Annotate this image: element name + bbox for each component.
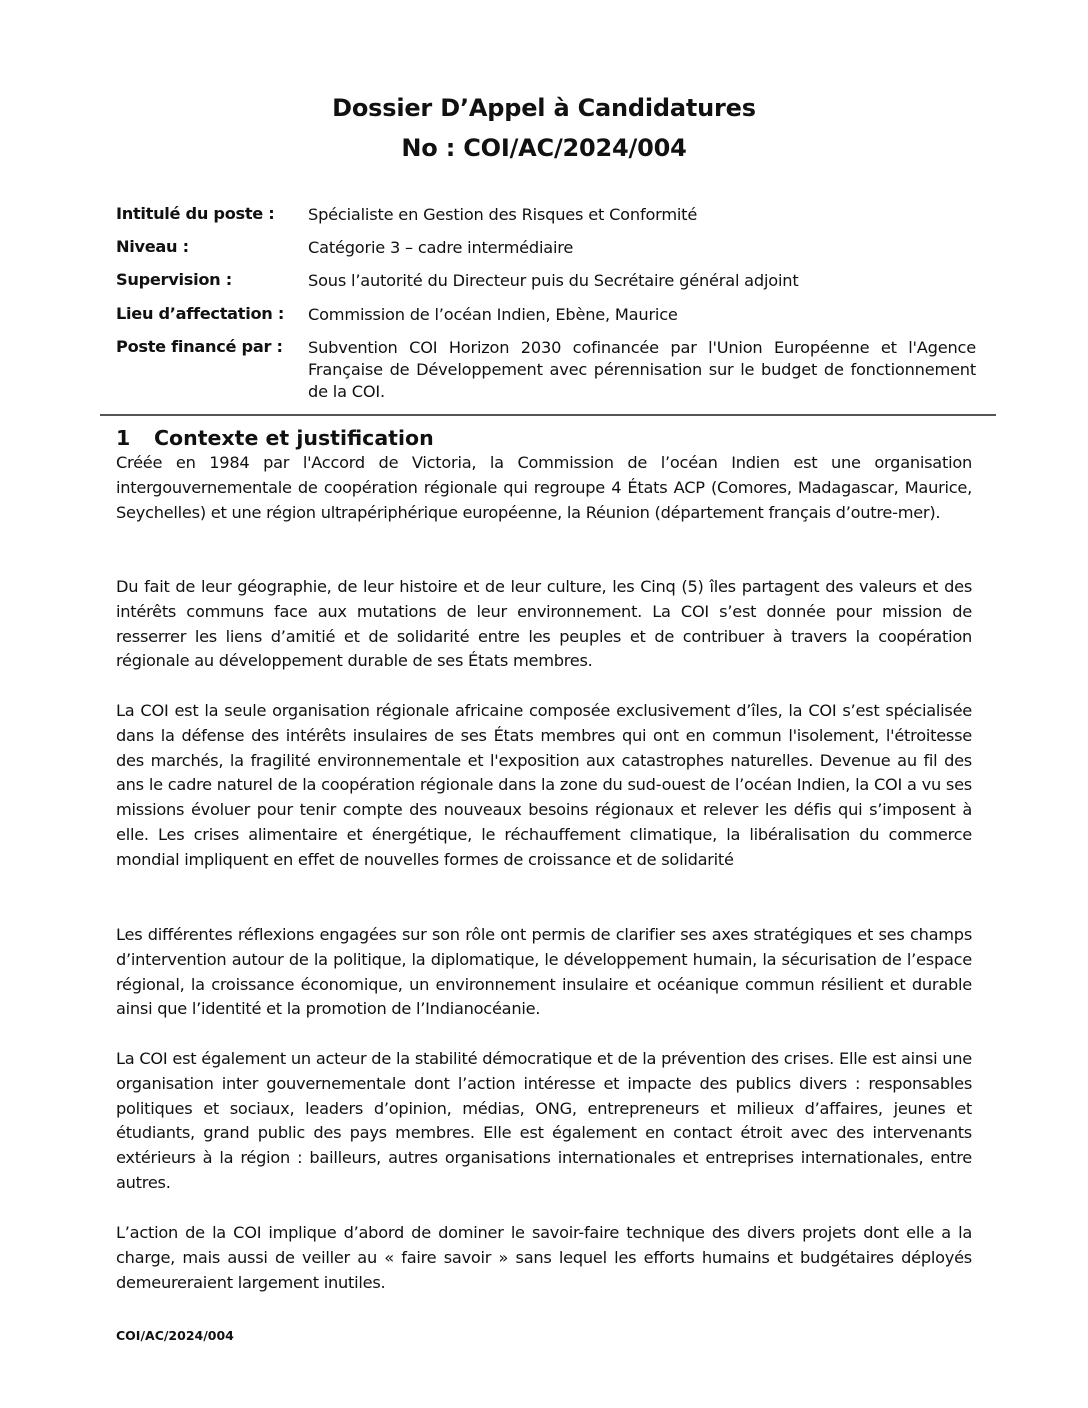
info-label: Lieu d’affectation : bbox=[116, 304, 285, 323]
info-value: Catégorie 3 – cadre intermédiaire bbox=[308, 238, 574, 257]
paragraph: Du fait de leur géographie, de leur histoire et de leur culture, les Cinq (5) îles partagent des valeurs et des intérêts communs face aux mutations de leur environnement. La COI s’est donnée pour mission de resserrer les liens d’amitié et de solidarité entre les peuples et de contribuer à travers la coopération régionale au développement durable de ses États membres. bbox=[116, 577, 972, 671]
section-title: Contexte et justification bbox=[154, 426, 434, 450]
paragraph: Créée en 1984 par l'Accord de Victoria, la Commission de l’océan Indien est une organisation intergouvernementale de coopération régionale qui regroupe 4 États ACP (Comores, Madagascar, Maurice, Seychelles) et une région ultrapériphérique européenne, la Réunion (département français d’outre-mer). bbox=[116, 453, 972, 522]
paragraph: L’action de la COI implique d’abord de dominer le savoir-faire technique des divers projets dont elle a la charge, mais aussi de veiller au « faire savoir » sans lequel les efforts humains et budgétaires déployés demeureraient largement inutiles. bbox=[116, 1223, 972, 1292]
info-row-job-title bbox=[116, 204, 976, 226]
info-label: Supervision : bbox=[116, 270, 232, 289]
paragraph: La COI est également un acteur de la stabilité démocratique et de la prévention des crises. Elle est ainsi une organisation inter gouvernementale dont l’action intéresse et impacte des publics divers : responsables politiques et sociaux, leaders d’opinion, médias, ONG, entrepreneurs et milieux d’affaires, jeunes et étudiants, grand public des pays membres. Elle est également en contact étroit avec des intervenants extérieurs à la région : bailleurs, autres organisations internationales et entreprises internationales, entre autres. bbox=[116, 1049, 972, 1192]
paragraph: La COI est la seule organisation régionale africaine composée exclusivement d’îles, la COI s’est spécialisée dans la défense des intérêts insulaires de ses États membres qui ont en commun l'isolement, l'étroitesse des marchés, la fragilité environnementale et l'exposition aux catastrophes naturelles. Devenue au fil des ans le cadre naturel de la coopération régionale dans la zone du sud-ouest de l’océan Indien, la COI a vu ses missions évoluer pour tenir compte des nouveaux besoins régionaux et relever les défis qui s’imposent à elle. Les crises alimentaire et énergétique, le réchauffement climatique, la libéralisation du commerce mondial impliquent en effet de nouvelles formes de croissance et de solidarité bbox=[116, 701, 972, 869]
footer-reference: COI/AC/2024/004 bbox=[116, 1328, 234, 1343]
info-row-location bbox=[116, 304, 976, 326]
section-heading bbox=[116, 426, 434, 450]
info-value: Spécialiste en Gestion des Risques et Conformité bbox=[308, 205, 698, 224]
info-value: Commission de l’océan Indien, Ebène, Maurice bbox=[308, 305, 678, 324]
info-value: Subvention COI Horizon 2030 cofinancée par l'Union Européenne et l'Agence Française de Développement avec pérennisation sur le budget de fonctionnement de la COI. bbox=[308, 338, 976, 401]
info-label: Niveau : bbox=[116, 237, 189, 256]
info-row-funding bbox=[116, 337, 976, 403]
info-value: Sous l’autorité du Directeur puis du Secrétaire général adjoint bbox=[308, 271, 799, 290]
paragraph: Les différentes réflexions engagées sur son rôle ont permis de clarifier ses axes stratégiques et ses champs d’intervention autour de la politique, la diplomatique, le développement humain, la sécurisation de l’espace régional, la croissance économique, un environnement insulaire et océanique commun résilient et durable ainsi que l’identité et la promotion de l’Indianocéanie. bbox=[116, 925, 972, 1019]
section-number: 1 bbox=[116, 426, 131, 450]
document-title: Dossier D’Appel à Candidatures bbox=[332, 94, 756, 122]
info-row-supervision bbox=[116, 270, 976, 292]
info-label: Poste financé par : bbox=[116, 337, 283, 356]
info-label: Intitulé du poste : bbox=[116, 204, 275, 223]
document-reference: No : COI/AC/2024/004 bbox=[401, 134, 687, 162]
section-divider bbox=[100, 414, 996, 416]
info-row-level bbox=[116, 237, 976, 259]
